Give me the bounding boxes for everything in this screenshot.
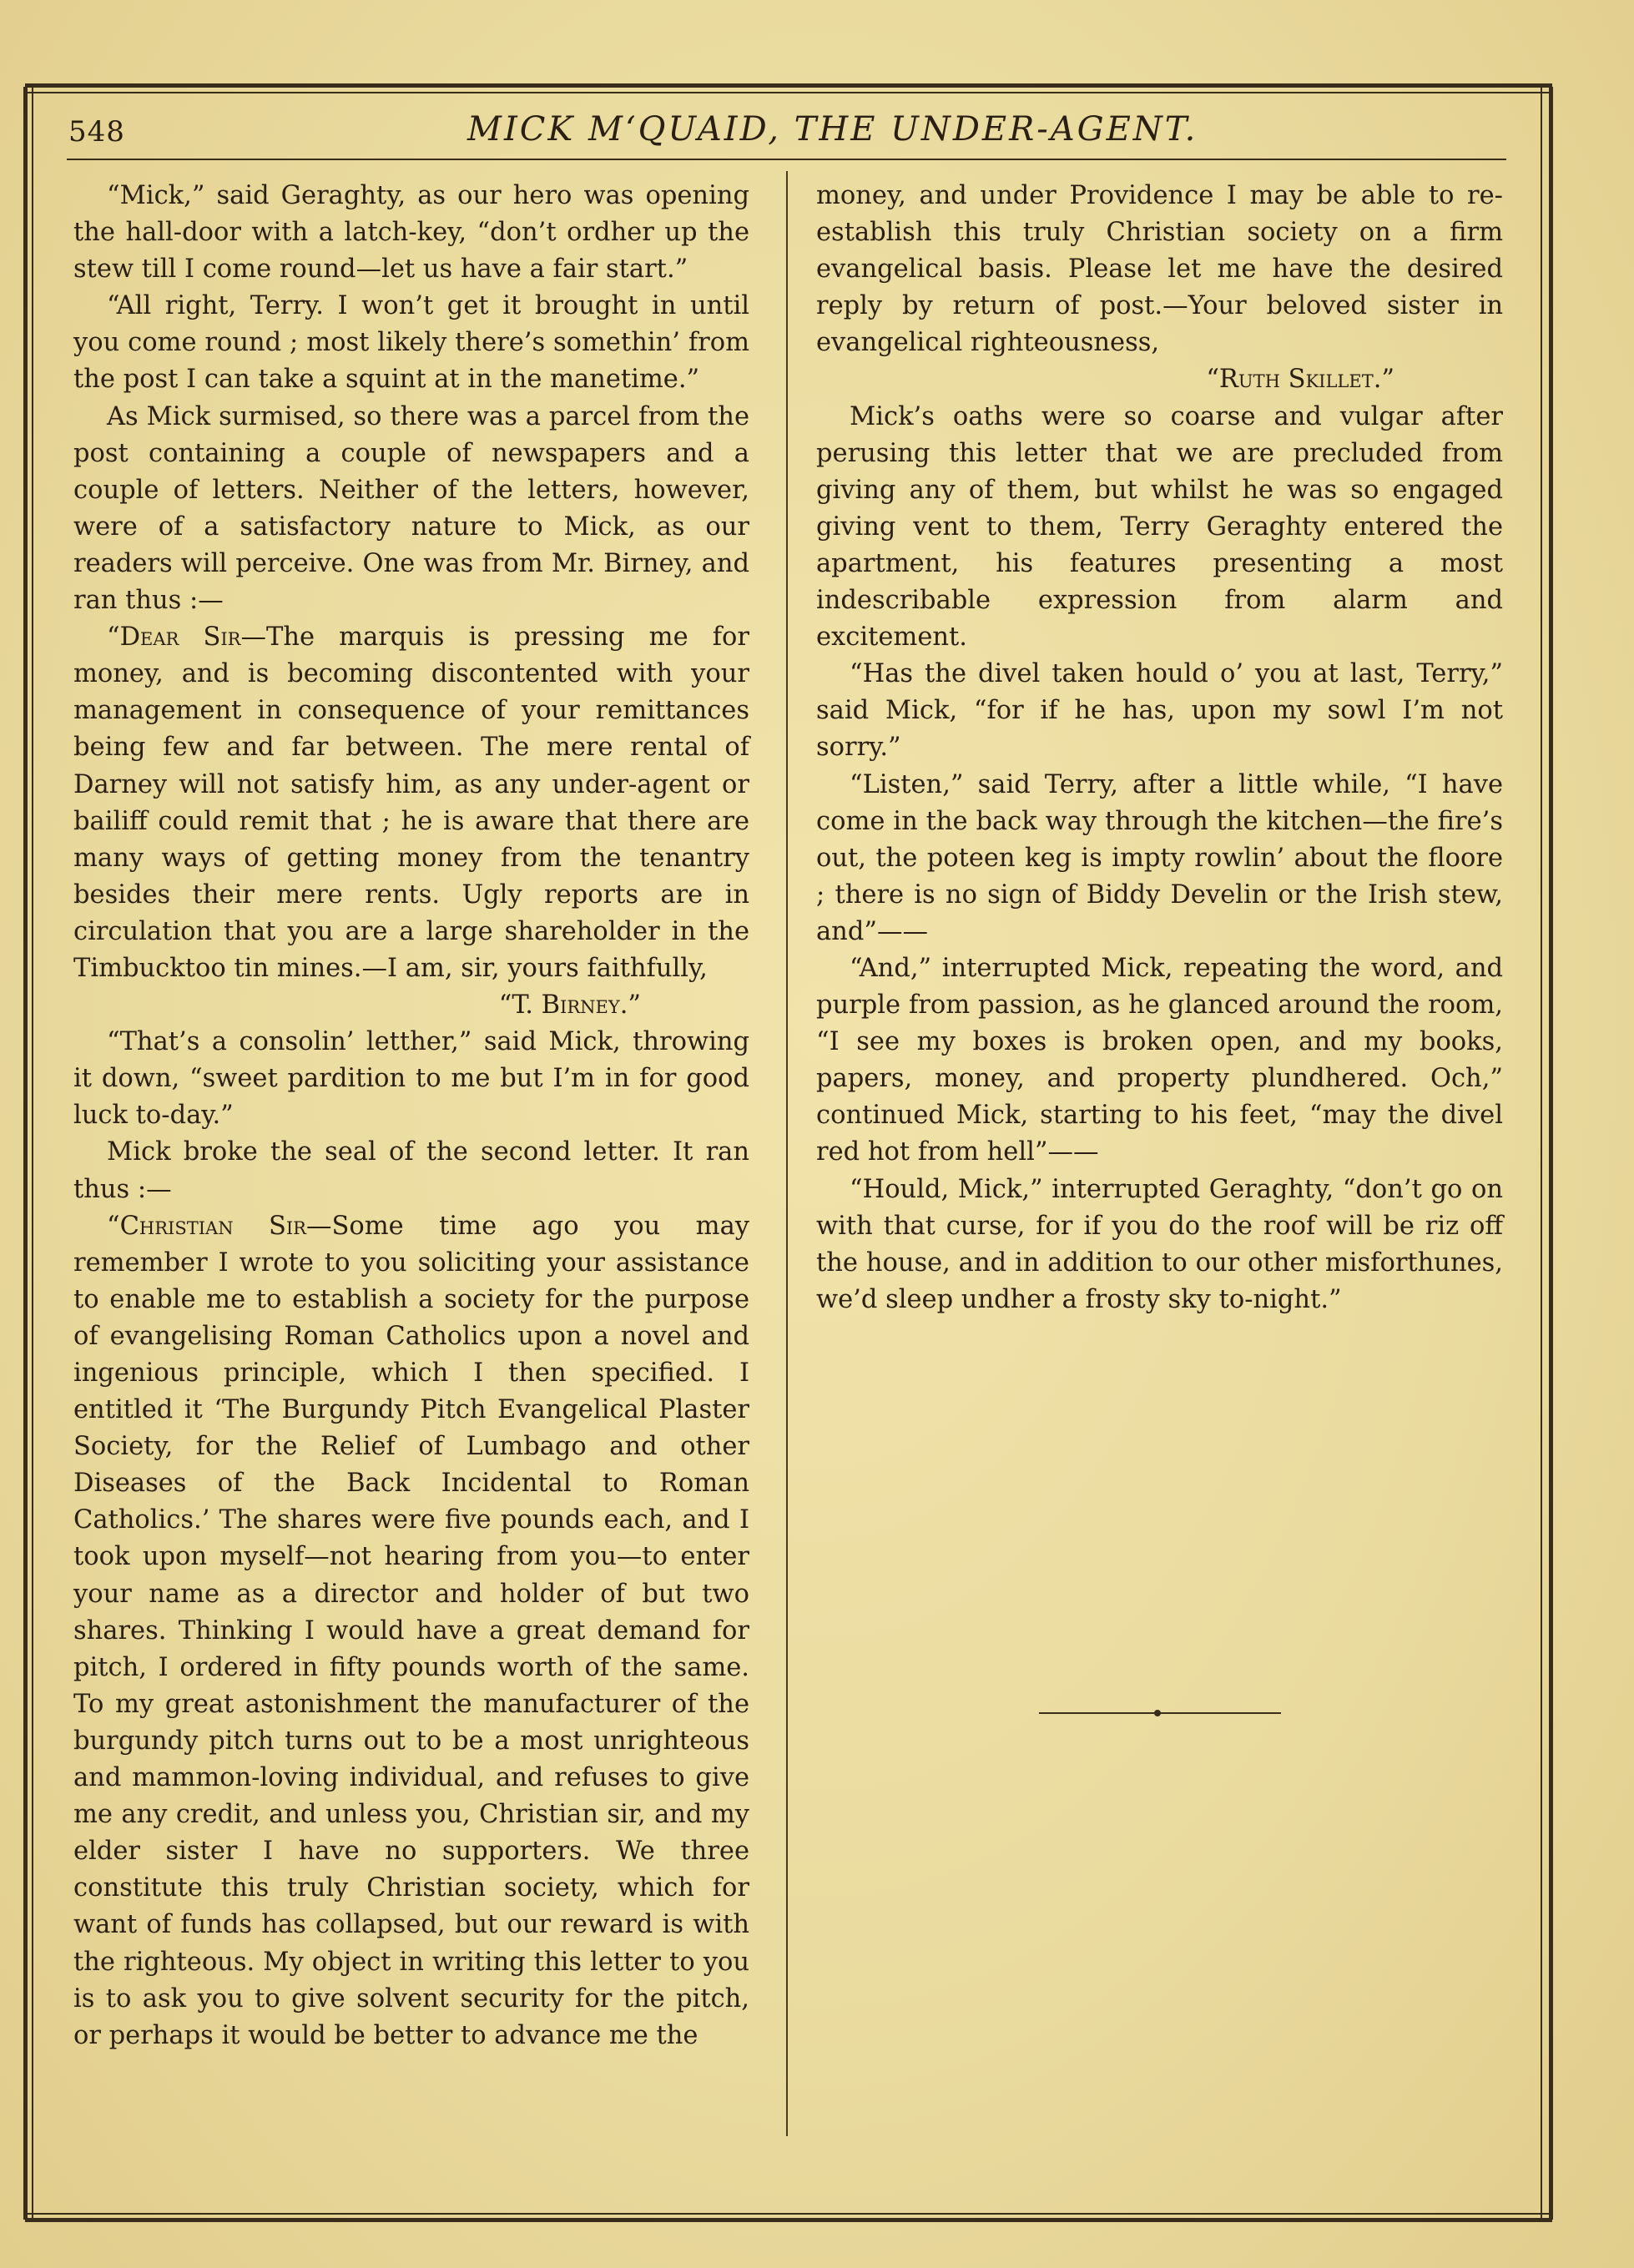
paragraph: “All right, Terry. I won’t get it brought in until you come round ; most likely there’s somethin’ from the post I can take a squint at in the manetime.” (73, 291, 749, 395)
letter-body: —Some time ago you may remember I wrote to you soliciting your assistance to enable me to establish a society for the purpose of evangelising Roman Catholics upon a novel and ingenious principle, which I then specified. I entitled it ‘The Burgundy Pitch Evangelical Plaster Society, for the Relief of Lumbago and other Diseases of the Back Incidental to Roman Catholics.’ The shares were five pounds each, and I took upon myself—not hearing from you—to enter your name as a director and holder of but two shares. Thinking I would have a great demand for pitch, I ordered in fifty pounds worth of the same. To my great astonishment the manufacturer of the burgundy pitch turns out to be a most unrighteous and mammon-loving individual, and refuses to give me any credit, and unless you, Christian sir, and my elder sister I have no supporters. We three constitute this truly Christian society, which for want of funds has collapsed, but our reward is with the righteous. My object in writing this letter to you is to ask you to give solvent security for the pitch, or perhaps it would be better to advance me the (73, 1211, 749, 2050)
letter-body: —The marquis is pressing me for money, and is becoming discontented with your management in consequence of your remittances being few and far between. The mere rental of Darney will not satisfy him, as any under-agent or bailiff could remit that ; he is aware that there are many ways of getting money from the tenantry besides their mere rents. Ugly reports are in circulation that you are a large shareholder in the Timbucktoo tin mines.—I am, sir, yours faithfully, (73, 622, 749, 983)
page-number: 548 (68, 115, 125, 149)
paragraph: “That’s a consolin’ letther,” said Mick, throwing it down, “sweet pardition to me but I’m in for good luck to-day.” (73, 1027, 749, 1131)
left-border-thin (32, 87, 33, 2220)
header-rule (67, 159, 1506, 160)
paragraph: “Mick,” said Geraghty, as our hero was opening the hall-door with a latch-key, “don’t ordher up the stew till I come round—let us have a fair start.” (73, 181, 749, 285)
paragraph: As Mick surmised, so there was a parcel from the post containing a couple of newspapers and a couple of letters. Neither of the letters, however, were of a satisfactory nature to Mick, as our readers will perceive. One was from Mr. Birney, and ran thus :— (73, 401, 749, 616)
column-divider (786, 171, 788, 2136)
running-title: MICK M‘QUAID, THE UNDER-AGENT. (467, 110, 1198, 149)
rule-ornament (1154, 1710, 1161, 1716)
paragraph: “Listen,” said Terry, after a little while, “I have come in the back way through the kitchen—the fire’s out, the poteen keg is impty rowlin’ about the floore ; there is no sign of Biddy Develin or the Irish stew, and”—— (816, 769, 1503, 946)
paragraph: “And,” interrupted Mick, repeating the word, and purple from passion, as he glanced around the room, “I see my boxes is broken open, and my books, papers, money, and property plundhered. Och,” continued Mick, starting to his feet, “may the divel red hot from hell”—— (816, 953, 1503, 1167)
bottom-border-thin (25, 2213, 1552, 2215)
top-border-thick (25, 83, 1552, 88)
letter-skillet (73, 1208, 749, 2054)
paragraph: Mick broke the seal of the second letter. It ran thus :— (73, 1137, 749, 1204)
letter-signature: “Ruth Skillet.” (1206, 365, 1394, 395)
right-border-thin (1541, 87, 1542, 2220)
letter-continuation: money, and under Providence I may be able to re-establish this truly Christian society on a firm evangelical basis. Please let me have the desired reply by return of post.—Your beloved sister in evangelical righteousness, (816, 181, 1503, 358)
letter-birney (73, 619, 749, 987)
bottom-border-thick (25, 2218, 1552, 2222)
left-border-thick (23, 87, 28, 2220)
paragraph: Mick’s oaths were so coarse and vulgar after perusing this letter that we are precluded from giving any of them, but whilst he was so engaged giving vent to them, Terry Geraghty entered the apartment, his features presenting a most indescribable expression from alarm and excitement. (816, 401, 1503, 653)
letter-salutation: “Dear Sir (107, 622, 241, 653)
paragraph: “Hould, Mick,” interrupted Geraghty, “don’t go on with that curse, for if you do the roof will be riz off the house, and in addition to our other misforthunes, we’d sleep undher a frosty sky to-night.” (816, 1174, 1503, 1314)
right-border-thick (1549, 87, 1553, 2220)
letter-salutation: “Christian Sir (107, 1211, 306, 1241)
chapter-end-rule (1039, 1712, 1281, 1714)
top-border-thin (25, 92, 1552, 93)
paragraph: “Has the divel taken hould o’ you at last, Terry,” said Mick, “for if he has, upon my sowl I’m not sorry.” (816, 659, 1503, 763)
left-column (73, 178, 749, 2054)
letter-signature: “T. Birney.” (498, 990, 641, 1021)
right-column (816, 178, 1503, 1318)
